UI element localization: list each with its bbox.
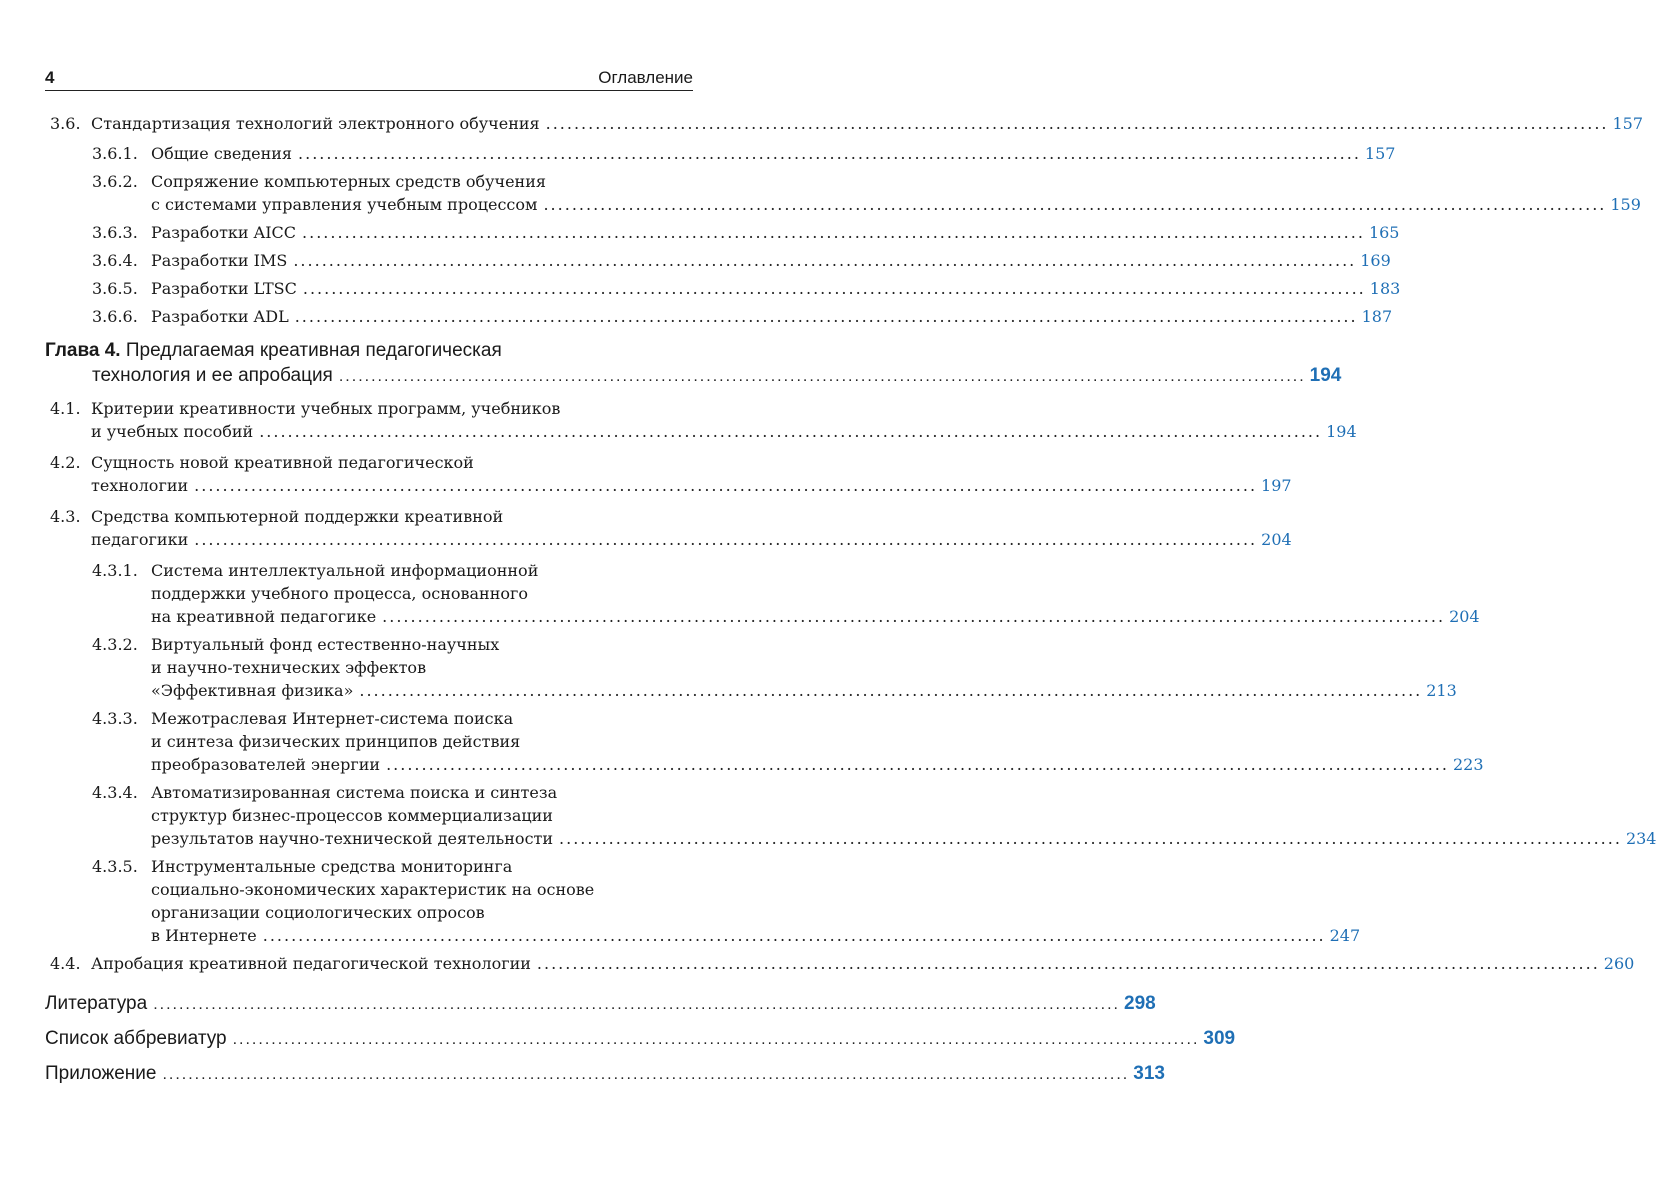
toc-title-line: на креативной педагогике [151, 607, 377, 626]
toc-entry-4-4[interactable] [45, 952, 1635, 975]
dot-leader: ...................................................................................................................................................... [386, 755, 1449, 774]
toc-entry-4-3-3[interactable] [45, 707, 1484, 776]
toc-page[interactable]: 165 [1368, 223, 1400, 242]
toc-title: Разработки LTSC [151, 279, 297, 298]
toc-title: Литература [45, 993, 148, 1014]
chapter-label: Глава 4. [45, 340, 121, 361]
dot-leader: ...................................................................................................................................................... [302, 279, 1366, 298]
toc-title: Разработки IMS [151, 251, 288, 270]
toc-title-line: Средства компьютерной поддержки креативной [91, 507, 504, 526]
toc-title: Апробация креативной педагогической технологии [91, 954, 531, 973]
toc-page[interactable]: 234 [1625, 829, 1656, 848]
toc-entry-4-3-2[interactable] [45, 633, 1457, 702]
toc-entry-3-6-1[interactable] [45, 142, 1396, 165]
toc-number: 3.6.4. [92, 251, 138, 270]
toc-entry-4-1[interactable] [45, 397, 1357, 443]
toc-page[interactable]: 309 [1203, 1028, 1236, 1049]
toc-number: 4.3.3. [92, 709, 138, 728]
toc-title-line: Критерии креативности учебных программ, учебников [91, 399, 561, 418]
toc-number: 3.6.2. [92, 172, 138, 191]
toc-literature[interactable] [45, 991, 1156, 1017]
dot-leader: ...................................................................................................................................................... [293, 251, 1357, 270]
toc-title-line: и учебных пособий [91, 422, 254, 441]
toc-page[interactable]: 223 [1452, 755, 1484, 774]
toc-abbreviations[interactable] [45, 1026, 1236, 1052]
toc-title-line: социально-экономических характеристик на основе [151, 880, 595, 899]
toc-number: 3.6.1. [92, 144, 138, 163]
toc-title-line: Виртуальный фонд естественно-научных [151, 635, 500, 654]
dot-leader: ...................................................................................................................................................... [545, 114, 1609, 133]
toc-number: 4.4. [50, 954, 81, 973]
toc-title: Разработки ADL [151, 307, 289, 326]
toc-page[interactable]: 187 [1361, 307, 1393, 326]
dot-leader: ...................................................................................................................................................... [259, 422, 1323, 441]
dot-leader: ...................................................................................................................................................... [536, 954, 1600, 973]
toc-number: 4.3.5. [92, 857, 138, 876]
toc-title-line: Сопряжение компьютерных средств обучения [151, 172, 546, 191]
toc-title-line: Автоматизированная система поиска и синтеза [151, 783, 558, 802]
toc-page[interactable]: 157 [1364, 144, 1396, 163]
toc-title-line: и синтеза физических принципов действия [151, 732, 521, 751]
page-number: 4 [45, 68, 55, 87]
toc-page[interactable]: 204 [1449, 607, 1480, 626]
toc-entry-3-6[interactable] [45, 112, 1644, 135]
toc-chapter-4[interactable] [45, 338, 1342, 389]
toc-appendix[interactable] [45, 1061, 1165, 1087]
dot-leader: ...................................................................................................................................................... [382, 607, 1446, 626]
toc-title-line: Система интеллектуальной информационной [151, 561, 539, 580]
dot-leader: ...................................................................................................................................................... [543, 195, 1607, 214]
toc-title-line: результатов научно-технической деятельности [151, 829, 554, 848]
toc-entry-4-3-5[interactable] [45, 855, 1361, 947]
toc-number: 3.6.3. [92, 223, 138, 242]
toc-title-line: структур бизнес-процессов коммерциализации [151, 806, 553, 825]
dot-leader: ...................................................................................................................................................... [262, 926, 1326, 945]
toc-page[interactable]: 183 [1369, 279, 1401, 298]
dot-leader: ...................................................................................................................................................... [294, 307, 1358, 326]
toc-number: 4.3.2. [92, 635, 138, 654]
dot-leader: ...................................................................................................................................................... [162, 1066, 1130, 1083]
toc-title-line: Инструментальные средства мониторинга [151, 857, 513, 876]
toc-entry-3-6-2[interactable] [45, 170, 1641, 216]
toc-entry-3-6-6[interactable] [45, 305, 1393, 328]
toc-entry-4-3-4[interactable] [45, 781, 1656, 850]
dot-leader: ...................................................................................................................................................... [194, 530, 1258, 549]
toc-page[interactable]: 204 [1261, 530, 1292, 549]
toc-number: 3.6. [50, 114, 81, 133]
toc-title: Список аббревиатур [45, 1028, 227, 1049]
header-title: Оглавление [598, 68, 693, 87]
dot-leader: ...................................................................................................................................................... [194, 476, 1258, 495]
toc-title-line: преобразователей энергии [151, 755, 381, 774]
toc-page[interactable]: 159 [1610, 195, 1641, 214]
table-of-contents [45, 112, 1656, 1087]
toc-entry-4-3[interactable] [45, 505, 1292, 551]
toc-title-line: организации социологических опросов [151, 903, 485, 922]
dot-leader: ...................................................................................................................................................... [338, 368, 1306, 385]
toc-number: 4.3. [50, 507, 81, 526]
toc-title-line: технологии [91, 476, 189, 495]
toc-number: 4.1. [50, 399, 81, 418]
toc-number: 3.6.5. [92, 279, 138, 298]
toc-title-line: в Интернете [151, 926, 257, 945]
toc-title-line: «Эффективная физика» [151, 681, 354, 700]
toc-page[interactable]: 197 [1261, 476, 1292, 495]
chapter-title-line: Предлагаемая креативная педагогическая [125, 340, 502, 361]
toc-page[interactable]: 247 [1329, 926, 1361, 945]
dot-leader: ...................................................................................................................................................... [232, 1031, 1200, 1048]
toc-entry-3-6-5[interactable] [45, 277, 1401, 300]
toc-title: Стандартизация технологий электронного обучения [91, 114, 540, 133]
toc-title-line: Межотраслевая Интернет-система поиска [151, 709, 514, 728]
toc-title-line: и научно-технических эффектов [151, 658, 427, 677]
toc-title: Приложение [45, 1063, 157, 1084]
toc-page[interactable]: 157 [1612, 114, 1644, 133]
dot-leader: ...................................................................................................................................................... [302, 223, 1365, 242]
dot-leader: ...................................................................................................................................................... [298, 144, 1361, 163]
toc-page[interactable]: 169 [1360, 251, 1391, 270]
toc-number: 3.6.6. [92, 307, 138, 326]
toc-entry-3-6-3[interactable] [45, 221, 1400, 244]
dot-leader: ...................................................................................................................................................... [559, 829, 1622, 848]
toc-page[interactable]: 313 [1133, 1063, 1165, 1084]
toc-page[interactable]: 260 [1603, 954, 1635, 973]
toc-number: 4.3.1. [92, 561, 138, 580]
running-header [45, 64, 693, 91]
toc-entry-3-6-4[interactable] [45, 249, 1391, 272]
dot-leader: ...................................................................................................................................................... [153, 996, 1120, 1013]
dot-leader: ...................................................................................................................................................... [359, 681, 1423, 700]
toc-page[interactable]: 298 [1124, 993, 1156, 1014]
toc-title-line: поддержки учебного процесса, основанного [151, 584, 529, 603]
toc-title: Общие сведения [151, 144, 293, 163]
toc-page[interactable]: 213 [1426, 681, 1457, 700]
toc-entry-4-2[interactable] [45, 451, 1292, 497]
toc-title-line: с системами управления учебным процессом [151, 195, 538, 214]
toc-number: 4.3.4. [92, 783, 138, 802]
toc-title: Разработки AICC [151, 223, 297, 242]
toc-entry-4-3-1[interactable] [45, 559, 1480, 628]
chapter-title-line: технология и ее апробация [92, 365, 333, 386]
toc-page[interactable]: 194 [1326, 422, 1357, 441]
toc-page[interactable]: 194 [1309, 365, 1342, 386]
toc-title-line: Сущность новой креативной педагогической [91, 453, 474, 472]
toc-title-line: педагогики [91, 530, 189, 549]
toc-number: 4.2. [50, 453, 81, 472]
